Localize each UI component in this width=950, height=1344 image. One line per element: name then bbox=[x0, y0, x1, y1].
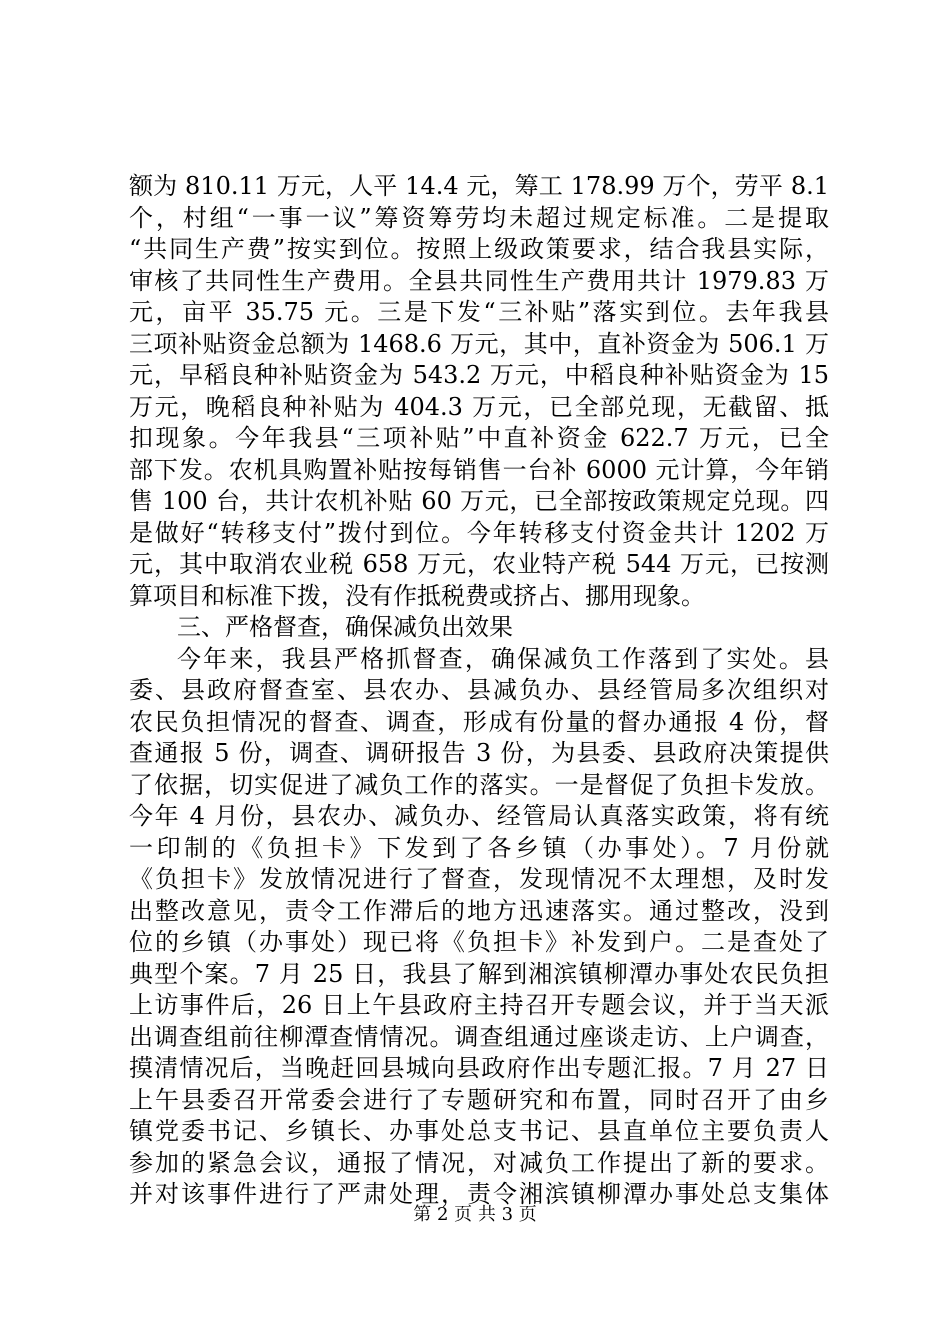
text-line: 部下发。农机具购置补贴按每销售一台补 6000 元计算，今年销 bbox=[129, 455, 829, 484]
text-line: 三项补贴资金总额为 1468.6 万元，其中，直补资金为 506.1 万 bbox=[129, 329, 829, 358]
text-line: 上访事件后，26 日上午县政府主持召开专题会议，并于当天派 bbox=[129, 991, 829, 1019]
text-line: 出整改意见，责令工作滞后的地方迅速落实。通过整改，没到 bbox=[129, 896, 829, 925]
text-line: 位的乡镇（办事处）现已将《负担卡》补发到户。二是查处了 bbox=[129, 928, 829, 956]
text-line: 摸清情况后，当晚赶回县城向县政府作出专题汇报。7 月 27 日 bbox=[129, 1054, 829, 1082]
text-line: 今年 4 月份，县农办、减负办、经管局认真落实政策，将有统 bbox=[129, 802, 829, 830]
text-line: 扣现象。今年我县“三项补贴”中直补资金 622.7 万元，已全 bbox=[129, 424, 829, 452]
body-text bbox=[129, 171, 829, 1211]
text-line: 是做好“转移支付”拨付到位。今年转移支付资金共计 1202 万 bbox=[129, 518, 829, 547]
text-line: 额为 810.11 万元，人平 14.4 元，筹工 178.99 万个，劳平 8.1 bbox=[129, 172, 829, 200]
text-line: 算项目和标准下拨，没有作抵税费或挤占、挪用现象。 bbox=[129, 581, 705, 610]
text-line: 上午县委召开常委会进行了专题研究和布置，同时召开了由乡 bbox=[129, 1085, 829, 1114]
text-line: 典型个案。7 月 25 日，我县了解到湘滨镇柳潭办事处农民负担 bbox=[129, 959, 829, 988]
text-line: 元，其中取消农业税 658 万元，农业特产税 544 万元，已按测 bbox=[129, 550, 829, 578]
text-line: 一印制的《负担卡》下发到了各乡镇（办事处）。7 月份就 bbox=[129, 833, 829, 862]
text-line: 并对该事件进行了严肃处理，责令湘滨镇柳潭办事处总支集体 bbox=[129, 1180, 829, 1208]
text-line: 出调查组前往柳潭查情情况。调查组通过座谈走访、上户调查， bbox=[129, 1022, 829, 1051]
text-line: 参加的紧急会议，通报了情况，对减负工作提出了新的要求。 bbox=[129, 1148, 829, 1177]
text-line: “共同生产费”按实到位。按照上级政策要求，结合我县实际， bbox=[129, 235, 829, 263]
text-line: 查通报 5 份，调查、调研报告 3 份，为县委、县政府决策提供 bbox=[129, 739, 829, 767]
text-line: 了依据，切实促进了减负工作的落实。一是督促了负担卡发放。 bbox=[129, 770, 829, 799]
text-line: 售 100 台，共计农机补贴 60 万元，已全部按政策规定兑现。四 bbox=[129, 487, 829, 515]
text-line: 《负担卡》发放情况进行了督查，发现情况不太理想，及时发 bbox=[129, 865, 829, 893]
text-line: 镇党委书记、乡镇长、办事处总支书记、县直单位主要负责人 bbox=[129, 1117, 829, 1145]
text-line: 今年来，我县严格抓督查，确保减负工作落到了实处。县 bbox=[177, 644, 829, 673]
text-line: 万元，晚稻良种补贴为 404.3 万元，已全部兑现，无截留、抵 bbox=[129, 392, 829, 421]
text-line: 审核了共同性生产费用。全县共同性生产费用共计 1979.83 万 bbox=[129, 266, 829, 295]
page-footer: 第 2 页 共 3 页 bbox=[413, 1204, 537, 1225]
text-line: 元，早稻良种补贴资金为 543.2 万元，中稻良种补贴资金为 15 bbox=[129, 361, 829, 389]
text-line: 委、县政府督查室、县农办、县减负办、县经管局多次组织对 bbox=[129, 676, 829, 704]
text-line: 元，亩平 35.75 元。三是下发“三补贴”落实到位。去年我县 bbox=[129, 298, 829, 326]
text-line: 农民负担情况的督查、调查，形成有份量的督办通报 4 份，督 bbox=[129, 707, 829, 736]
section-heading: 三、严格督查，确保减负出效果 bbox=[177, 613, 513, 641]
text-line: 个，村组“一事一议”筹资筹劳均未超过规定标准。二是提取 bbox=[129, 203, 829, 232]
